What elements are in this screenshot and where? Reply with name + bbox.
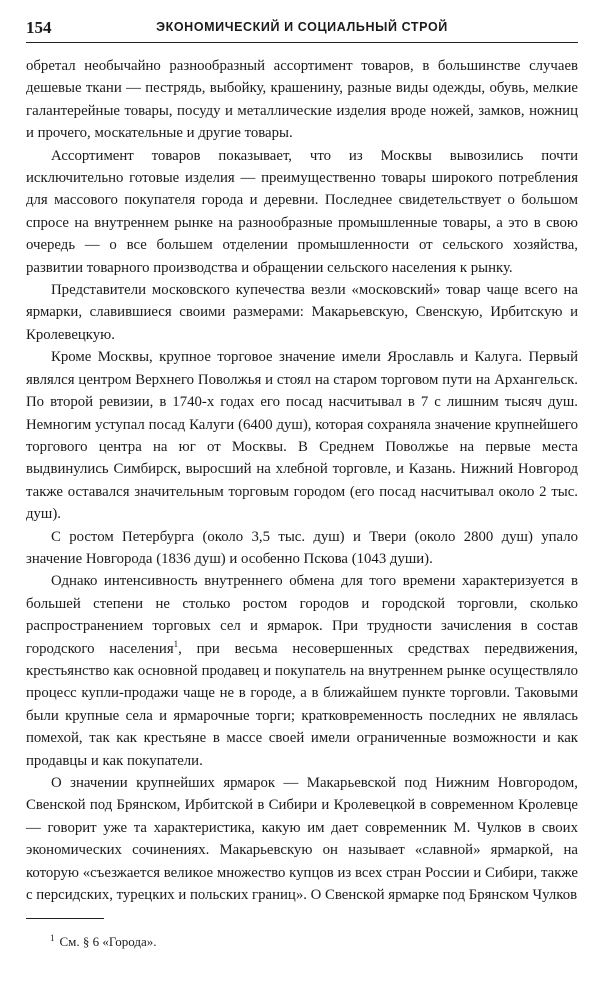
paragraph: Кроме Москвы, крупное торговое значение имели Ярославль и Калуга. Первый являлся центром Верхнего Поволжья и стоял на старом торговом пути на Архангельск. По второй ревизии, в 1740-х годах его посад насчитывал в 7 с лишним тысяч душ. Немногим уступал посад Калуги (6400 душ), которая сохраняла значение крупнейшего торгового центра на юг от Москвы. В Среднем Поволжье на первые места выдвинулись Симбирск, выросший на хлебной торговле, и Казань. Нижний Новгород также оставался значительным торговым городом (его посад насчитывал около 2 тыс. душ). [26, 349, 578, 523]
paragraph: О значении крупнейших ярмарок — Макарьевской под Нижним Новгородом, Свенской под Брянском, Ирбитской в Сибири и Кролевецкой в современном Кролевце — говорит уже та характеристика, какую им дает современник М. Чулков в своих экономических сочинениях. Макарьевскую он называет «славной» ярмаркой, на которую «съезжается великое множество купцов из всех стран России и Сибири, также с персидских, турецких и польских границ». О Свенской ярмарке под Брянском Чулков [26, 775, 578, 904]
running-title: ЭКОНОМИЧЕСКИЙ И СОЦИАЛЬНЫЙ СТРОЙ [156, 20, 448, 34]
page-number: 154 [26, 18, 52, 37]
footnote-reference[interactable]: 1 [173, 638, 179, 649]
footnote-marker: 1 [50, 933, 55, 943]
page-header [26, 12, 578, 43]
paragraph: обретал необычайно разнообразный ассортимент товаров, в большинстве случаев дешевые ткани — пестрядь, выбойку, крашенину, разные виды одежды, обувь, мелкие галантерейные товары, посуду и металлические изделия вроде ножей, замков, ножниц и прочего, москательные и другие товары. [26, 58, 578, 142]
footnote-text: См. § 6 «Города». [59, 934, 157, 949]
body-text [26, 55, 578, 906]
paragraph: Ассортимент товаров показывает, что из Москвы вывозились почти исключительно готовые изделия — преимущественно товары широкого потребления для массового покупателя города и деревни. Последнее свидетельствует о большом спросе на внутреннем рынке на разнообразные промышленные товары, а это в свою очередь — о все большем отделении промышленности от сельского хозяйства, развитии товарного производства и обращении сельского населения к рынку. [26, 147, 578, 276]
footnote-divider [26, 918, 104, 919]
footnote [50, 933, 157, 950]
paragraph-with-footnote [26, 570, 578, 772]
paragraph-text-before-footnote: Однако интенсивность внутреннего обмена для того времени характеризуется в большей степени не столько ростом городов и городской торговли, сколько распространением торговых сел и ярмарок. При трудности зачисления в состав городского населения [26, 573, 578, 657]
paragraph-text-after-footnote: , при весьма несовершенных средствах передвижения, крестьянство как основной продавец и покупатель на внутреннем рынке осуществляло процесс купли-продажи чаще не в городе, а в ближайшем пункте торговли. Таковыми были крупные села и ярмарочные торги; кратковременность последних не являлась помехой, так как крестьяне в массе своей имели ограниченные возможности и как продавцы и как покупатели. [26, 640, 578, 769]
paragraph: Представители московского купечества везли «московский» товар чаще всего на ярмарки, славившиеся своими размерами: Макарьевскую, Свенскую, Ирбитскую и Кролевецкую. [26, 282, 578, 343]
paragraph: С ростом Петербурга (около 3,5 тыс. душ) и Твери (около 2800 душ) упало значение Новгорода (1836 душ) и особенно Пскова (1043 души). [26, 528, 578, 567]
